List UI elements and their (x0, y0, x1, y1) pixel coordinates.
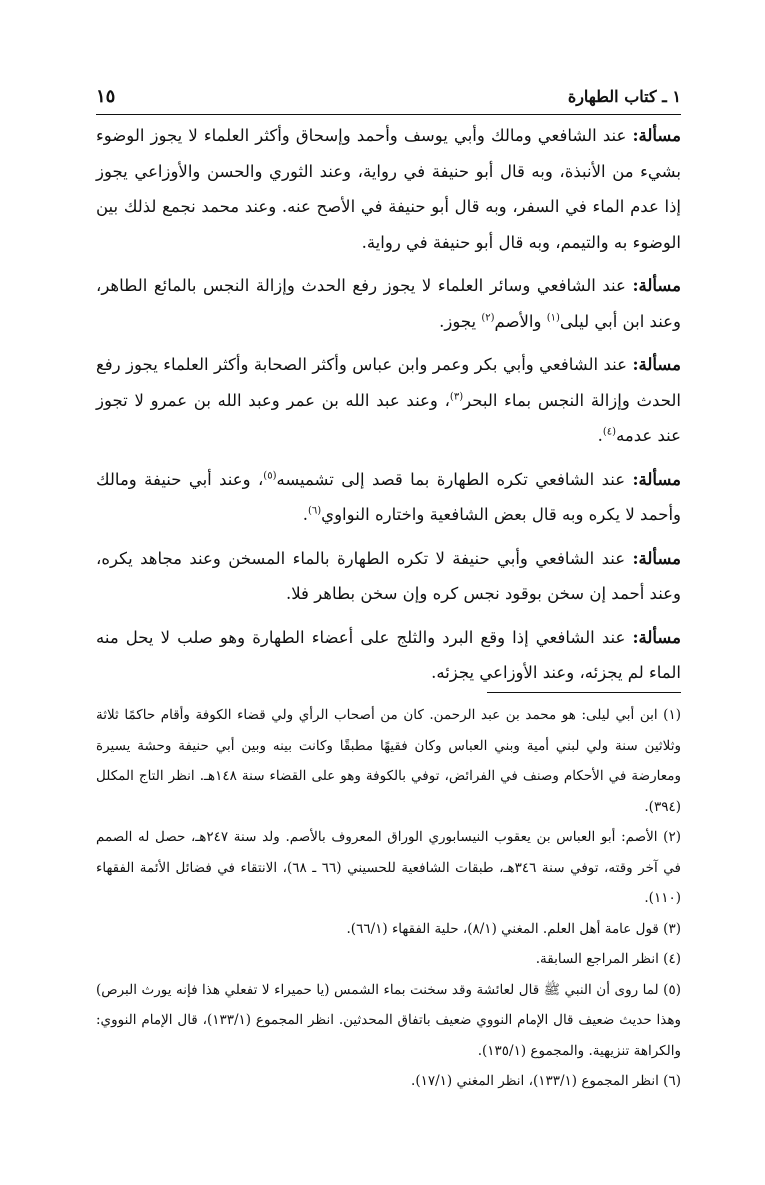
footnotes (96, 700, 681, 1097)
issue-text: والأصم (494, 311, 547, 331)
footnote: (٥) لما روى أن النبي ﷺ قال لعائشة وقد سخنت بماء الشمس (يا حميراء لا تفعلي هذا فإنه يورث البرص) وهذا حديث ضعيف قال الإمام النووي ضعيف باتفاق المحدثين. انظر المجموع (١٣٣/١)، قال الإمام النووي: والكراهة تنزيهية. والمجموع (١٣٥/١). (96, 981, 681, 1059)
issue-label: مسألة: (632, 276, 681, 295)
issue-label: مسألة: (632, 355, 681, 374)
footnote-ref[interactable]: (٦) (307, 505, 322, 517)
footnote-ref[interactable]: (١) (546, 312, 560, 323)
running-header (96, 82, 681, 110)
footnote: (٢) الأصم: أبو العباس بن يعقوب النيسابوري الوراق المعروف بالأصم. ولد سنة ٢٤٧هـ، حصل له الصمم في آخر وقته، توفي سنة ٣٤٦هـ، طبقات الشافعية للحسيني (٦٦ ـ ٦٨)، الانتقاء في فضائل الأئمة الفقهاء (١١٠). (96, 829, 681, 906)
footnote-ref[interactable]: (٣) (449, 391, 464, 402)
issue-text: . (302, 505, 308, 524)
issue-paragraph (96, 118, 681, 260)
footnote-ref[interactable]: (٢) (481, 312, 495, 323)
footnote-ref[interactable]: (٥) (263, 470, 277, 481)
footnote: (٤) انظر المراجع السابقة. (535, 951, 681, 967)
issue-text: عند الشافعي تكره الطهارة بما قصد إلى تشميسه (276, 469, 626, 489)
footnote-separator (487, 692, 681, 693)
issue-paragraph (96, 347, 681, 454)
issue-label: مسألة: (632, 126, 681, 145)
issue-text: عند الشافعي ومالك وأبي يوسف وأحمد وإسحاق وأكثر العلماء لا يجوز الوضوء بشيء من الأنبذة، وبه قال أبو حنيفة في رواية، وعند الثوري والحسن والأوزاعي يجوز إذا عدم الماء في السفر، وبه قال أبو حنيفة في الأصح عنه. وعند محمد نجمع لذلك بين الوضوء به والتيمم، وبه قال أبو حنيفة في رواية. (96, 126, 681, 252)
issue-paragraph (96, 620, 681, 691)
footnote: (١) ابن أبي ليلى: هو محمد بن عبد الرحمن. كان من أصحاب الرأي ولي قضاء الكوفة وأقام حاكمًا ثلاثة وثلاثين سنة ولي لبني أمية وبني العباس وكان فقيهًا مطبقًا وكانت بينه وبين أبي حنيفة وحشة يسيرة ومعارضة في الأحكام وصنف في الفرائض، توفي بالكوفة وهو على القضاء سنة ١٤٨هـ. انظر التاج المكلل (٣٩٤). (96, 707, 682, 815)
issue-paragraph (96, 268, 681, 339)
issue-text: عند الشافعي وأبي بكر وعمر وابن عباس وأكثر الصحابة وأكثر العلماء يجوز رفع الحدث وإزالة النجس بماء البحر (96, 355, 681, 410)
footnote-ref[interactable]: (٤) (602, 426, 617, 438)
issue-label: مسألة: (632, 548, 682, 568)
issue-text: ، وعند عبد الله بن عمر وعبد الله بن عمرو لا تجوز عند عدمه (96, 390, 681, 445)
issue-paragraph (96, 462, 681, 533)
issue-label: مسألة: (632, 627, 681, 647)
page-number: ١٥ (96, 85, 116, 107)
chapter-title: ١ ـ كتاب الطهارة (567, 86, 681, 106)
issue-label: مسألة: (632, 469, 682, 489)
issue-text: يجوز. (439, 311, 482, 331)
footnote: (٦) انظر المجموع (١٣٣/١)، انظر المغني (١٧/١). (411, 1073, 681, 1089)
issue-text: . (597, 426, 603, 445)
footnote: (٣) قول عامة أهل العلم. المغني (٨/١)، حلية الفقهاء (٦٦/١). (346, 920, 681, 937)
issue-text: عند الشافعي وسائر العلماء لا يجوز رفع الحدث وإزالة النجس بالمائع الطاهر، وعند ابن أبي ليلى (96, 276, 681, 331)
issue-text: عند الشافعي وأبي حنيفة لا تكره الطهارة بالماء المسخن وعند مجاهد يكره، وعند أحمد إن سخن بوقود نجس كره وإن سخن بطاهر فلا. (96, 548, 681, 603)
issue-paragraph (96, 541, 681, 612)
issue-text: عند الشافعي إذا وقع البرد والثلج على أعضاء الطهارة وهو صلب لا يحل منه الماء لم يجزئه، وعند الأوزاعي يجزئه. (96, 627, 681, 682)
main-text (96, 118, 681, 699)
header-rule (96, 114, 681, 115)
issue-text: ، وعند أبي حنيفة ومالك وأحمد لا يكره وبه قال بعض الشافعية واختاره النواوي (96, 469, 681, 524)
